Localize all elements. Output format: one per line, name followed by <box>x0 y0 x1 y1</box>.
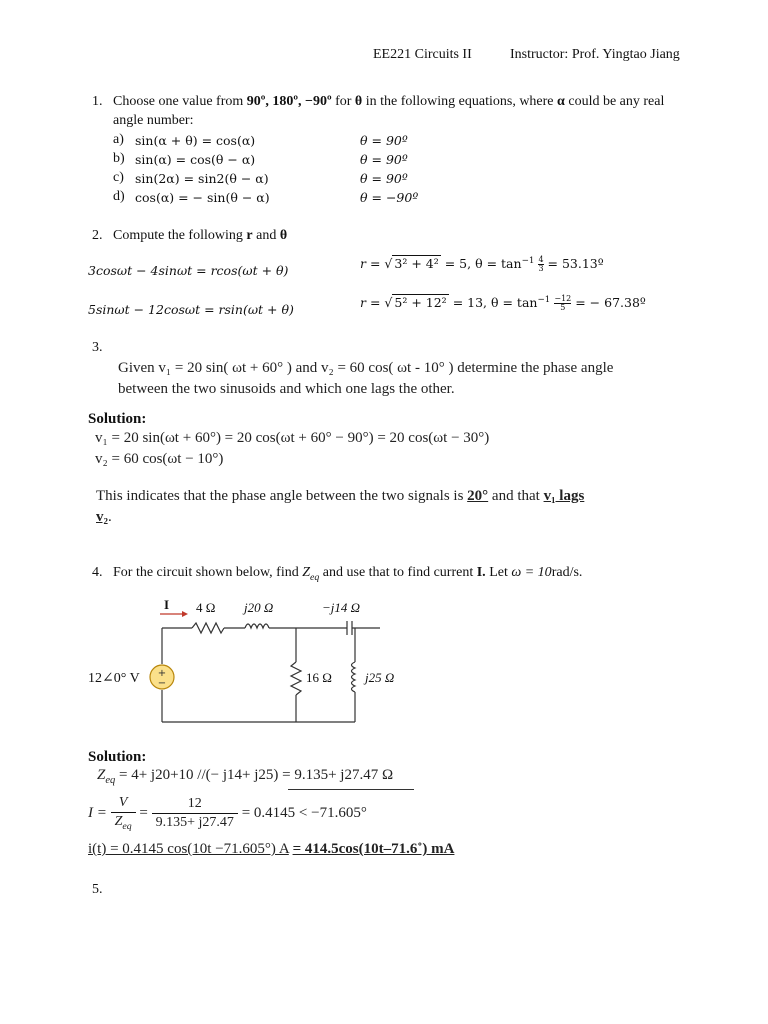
equation-2-solution: r = √ 5² + 12² = 13, $\theta = \tan^{-1}$ $\frac{-12}{5}$ = − 67.38º <box>360 294 646 313</box>
time-domain-current: i(t) = 0.4145 cos(10t −71.605°) A = 414.5cos(10t–71.6˚) mA <box>88 841 455 857</box>
source-label: 12∠0° V <box>88 671 140 686</box>
circuit-diagram <box>80 592 420 732</box>
question-number: 1. <box>92 94 103 109</box>
inductor-j20 <box>245 624 269 628</box>
l2-label: j25 Ω <box>365 670 395 685</box>
zeq-computation: $Z_{eq} = 4+ j20+10$ //(− j14+ j25) = 9.135+ j27.47 Ω <box>97 767 394 786</box>
phase-angle-answer: 20° <box>467 488 489 504</box>
question-1-prompt-cont: angle number: <box>113 113 194 128</box>
conclusion-line-1: This indicates that the phase angle between the two signals is 20° and that v₁ lags <box>96 488 585 504</box>
item-equation: sin(α) = cos(θ − α) <box>135 152 256 167</box>
question-1-prompt: Choose one value from 90º, 180º, −90º for θ in the following equations, where α could be any real <box>113 94 665 109</box>
question-number: 4. <box>92 565 103 580</box>
fraction: $\frac{4}{3}$ <box>538 255 544 274</box>
question-2-prompt: Compute the following r and θ <box>113 228 288 243</box>
item-label: b) <box>113 151 125 166</box>
lag-answer: v₁ lags <box>543 488 585 504</box>
question-number: 2. <box>92 228 103 243</box>
r1-label: 4 Ω <box>196 600 216 615</box>
l1-label: j20 Ω <box>244 600 274 615</box>
angle-choices: 90º, 180º, −90º <box>246 94 332 109</box>
current-computation: I = $\frac{V}{Z_{eq}}$ = $\frac{12}{9.135+ j27.47}$ = 0.4145 < −71.605° <box>88 795 367 832</box>
inductor-j25 <box>352 662 356 692</box>
fraction: $\frac{V}{Z_{eq}}$ <box>111 795 136 832</box>
question-number: 3. <box>92 340 103 355</box>
equation-1-left: 3cosωt − 4sinωt = rcos(ωt + θ) <box>88 263 289 278</box>
current-label: I <box>164 597 170 612</box>
item-label: a) <box>113 132 124 147</box>
item-answer: θ = 90º <box>360 133 408 148</box>
resistor-16-ohm <box>291 662 301 695</box>
question-4-prompt: For the circuit shown below, find $Z_{eq}$ and use that to find current I. Let ω = 10rad/s. <box>113 565 583 583</box>
course-title: EE221 Circuits II <box>373 47 472 62</box>
c1-label: −j14 Ω <box>322 600 361 615</box>
item-answer: θ = −90º <box>360 190 419 205</box>
item-label: d) <box>113 189 125 204</box>
conclusion-line-2: v₂. <box>96 509 112 525</box>
current-arrow-icon <box>182 611 188 617</box>
v2-expression: v₂ = 60 cos(ωt − 10°) <box>95 451 224 467</box>
item-equation: sin(2α) = sin2(θ − α) <box>135 171 269 186</box>
question-5-number: 5. <box>92 882 103 897</box>
item-equation: sin(α + θ) = cos(α) <box>135 133 256 148</box>
instructor-name: Instructor: Prof. Yingtao Jiang <box>510 47 680 62</box>
svg-text:−: − <box>157 678 167 689</box>
solution-label: Solution: <box>88 411 147 427</box>
given-text-line-2: between the two sinusoids and which one lags the other. <box>118 381 455 397</box>
item-label: c) <box>113 170 124 185</box>
solution-label: Solution: <box>88 749 147 765</box>
item-equation: cos(α) = − sin(θ − α) <box>135 190 270 205</box>
svg-text:+: + <box>157 668 167 679</box>
final-answer: = 414.5cos(10t–71.6˚) mA <box>292 841 455 857</box>
resistor-4-ohm <box>192 623 224 633</box>
r2-label: 16 Ω <box>306 670 332 685</box>
v1-derivation: v₁ = 20 sin(ωt + 60°) = 20 cos(ωt + 60° − 90°) = 20 cos(ωt − 30°) <box>95 430 490 446</box>
fraction: $\frac{12}{9.135+ j27.47}$ <box>152 796 238 831</box>
item-answer: θ = 90º <box>360 152 408 167</box>
equation-2-left: 5sinωt − 12cosωt = rsin(ωt + θ) <box>88 302 294 317</box>
fraction: $\frac{-12}{5}$ <box>554 294 572 313</box>
equation-1-solution: r = √ 3² + 4² = 5, $\theta = \tan^{-1}$ $\frac{4}{3}$ = 53.13º <box>360 255 604 274</box>
underline <box>288 789 414 790</box>
given-text-line-1: Given v₁ = 20 sin( ωt + 60° ) and v₂ = 60 cos( ωt - 10° ) determine the phase angle <box>118 360 614 376</box>
item-answer: θ = 90º <box>360 171 408 186</box>
